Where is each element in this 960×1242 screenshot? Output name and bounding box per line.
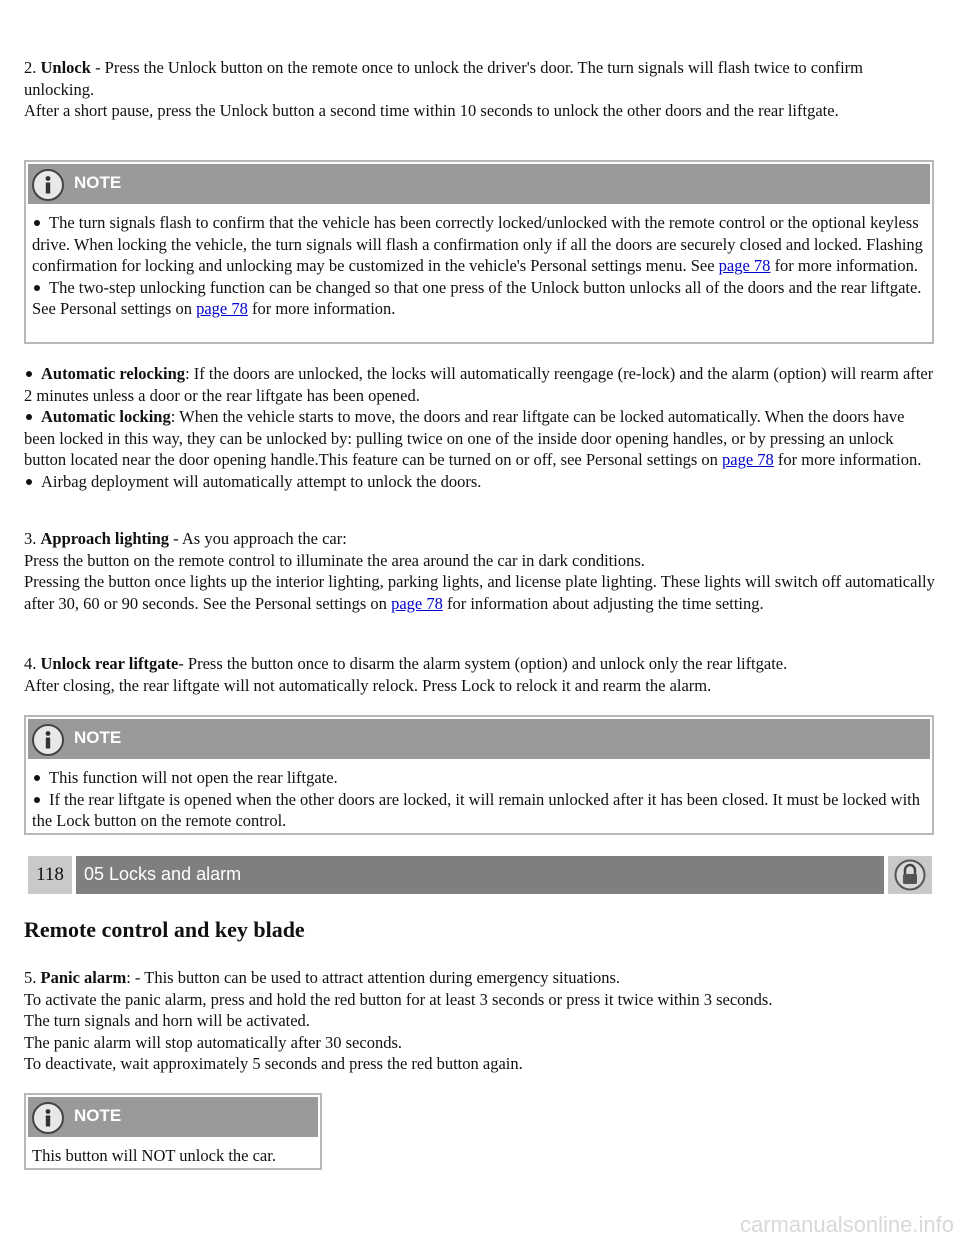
page-number: 118 <box>28 856 72 894</box>
watermark: carmanualsonline.info <box>739 1212 954 1238</box>
note-bullet: The turn signals flash to confirm that the vehicle has been correctly locked/unlocked with the remote control or the optional keyless drive. When locking the vehicle, the turn signals will flash a confirmation only if all the doors are securely closed and locked. Flashing confirmation for locking and unlocking may be customized in the vehicle's Personal settings menu. See page 78 for more information. <box>32 213 923 276</box>
note-bullet: The two-step unlocking function can be changed so that one press of the Unlock button unlocks all of the doors and the rear liftgate. See Personal settings on page 78 for more information. <box>32 277 922 319</box>
bullet-icon <box>26 479 32 485</box>
padlock-icon <box>888 856 932 894</box>
chapter-title: 05 Locks and alarm <box>76 856 884 894</box>
note-header <box>28 719 930 759</box>
info-icon <box>32 169 64 201</box>
step-2: 2. Unlock - Press the Unlock button on the remote once to unlock the driver's door. The turn signals will flash twice to confirm unlocking. After a short pause, press the Unlock button a second time within 10 seconds to unlock the other doors and the rear liftgate. <box>24 58 863 121</box>
bullet-icon <box>34 220 40 226</box>
bullet-icon <box>34 797 40 803</box>
note-bullet: This function will not open the rear liftgate. <box>32 767 926 789</box>
list-item: Airbag deployment will automatically attempt to unlock the doors. <box>24 471 936 493</box>
page-link[interactable]: page 78 <box>196 299 248 319</box>
page-link[interactable]: page 78 <box>722 450 774 470</box>
step-5-title: Panic alarm <box>40 968 127 987</box>
list-item: Automatic locking: When the vehicle starts to move, the doors and rear liftgate can be locked automatically. When the doors have been locked in this way, they can be unlocked by: pulling twice on one of the inside door opening handles, or by pressing an unlock button located near the door opening handle.This feature can be turned on or off, see Personal settings on page 78 for more information. <box>24 407 922 470</box>
note-label: NOTE <box>74 728 122 747</box>
note-label: NOTE <box>74 1106 122 1125</box>
section-title: Remote control and key blade <box>24 917 305 942</box>
note-box <box>24 1093 322 1170</box>
list-item: Automatic relocking: If the doors are unlocked, the locks will automatically reengage (re-lock) and the alarm (option) will rearm after 2 minutes unless a door or the rear liftgate has been opened. <box>24 364 934 405</box>
note-header <box>28 164 930 204</box>
page-link[interactable]: page 78 <box>718 256 771 276</box>
info-icon <box>32 724 64 756</box>
note-box <box>24 715 934 835</box>
chapter-bar <box>28 856 932 894</box>
step-2-title: Unlock <box>40 58 91 77</box>
step-3: 3. Approach lighting - As you approach the car: Press the button on the remote control to illuminate the area around the car in dark conditions. Pressing the button once lights up the interior lighting, parking lights, and license plate lighting. These lights will switch off automatically after 30, 60 or 90 seconds. See the Personal settings on page 78 for information about adjusting the time setting. <box>24 529 935 613</box>
step-3-title: Approach lighting <box>40 529 170 548</box>
bullet-icon <box>34 285 40 291</box>
feature-list <box>24 363 936 493</box>
note-box <box>24 160 934 344</box>
step-4: 4. Unlock rear liftgate- Press the button once to disarm the alarm system (option) and unlock only the rear liftgate. After closing, the rear liftgate will not automatically relock. Press Lock to relock it and rearm the alarm. <box>24 654 788 695</box>
bullet-icon <box>26 414 32 420</box>
step-4-title: Unlock rear liftgate <box>40 654 179 673</box>
note-body <box>26 206 932 328</box>
bullet-icon <box>26 371 32 377</box>
note-body <box>26 761 932 840</box>
note-header <box>28 1097 318 1137</box>
note-body: This button will NOT unlock the car. <box>32 1146 276 1165</box>
step-5: 5. Panic alarm: - This button can be used to attract attention during emergency situations. To activate the panic alarm, press and hold the red button for at least 3 seconds or press it twice within 3 seconds. The turn signals and horn will be activated. The panic alarm will stop automatically after 30 seconds. To deactivate, wait approximately 5 seconds and press the red button again. <box>24 968 773 1074</box>
info-icon <box>32 1102 64 1134</box>
note-bullet: If the rear liftgate is opened when the other doors are locked, it will remain unlocked after it has been closed. It must be locked with the Lock button on the remote control. <box>32 789 920 831</box>
note-label: NOTE <box>74 173 122 192</box>
page-link[interactable]: page 78 <box>391 593 443 613</box>
bullet-icon <box>34 775 40 781</box>
